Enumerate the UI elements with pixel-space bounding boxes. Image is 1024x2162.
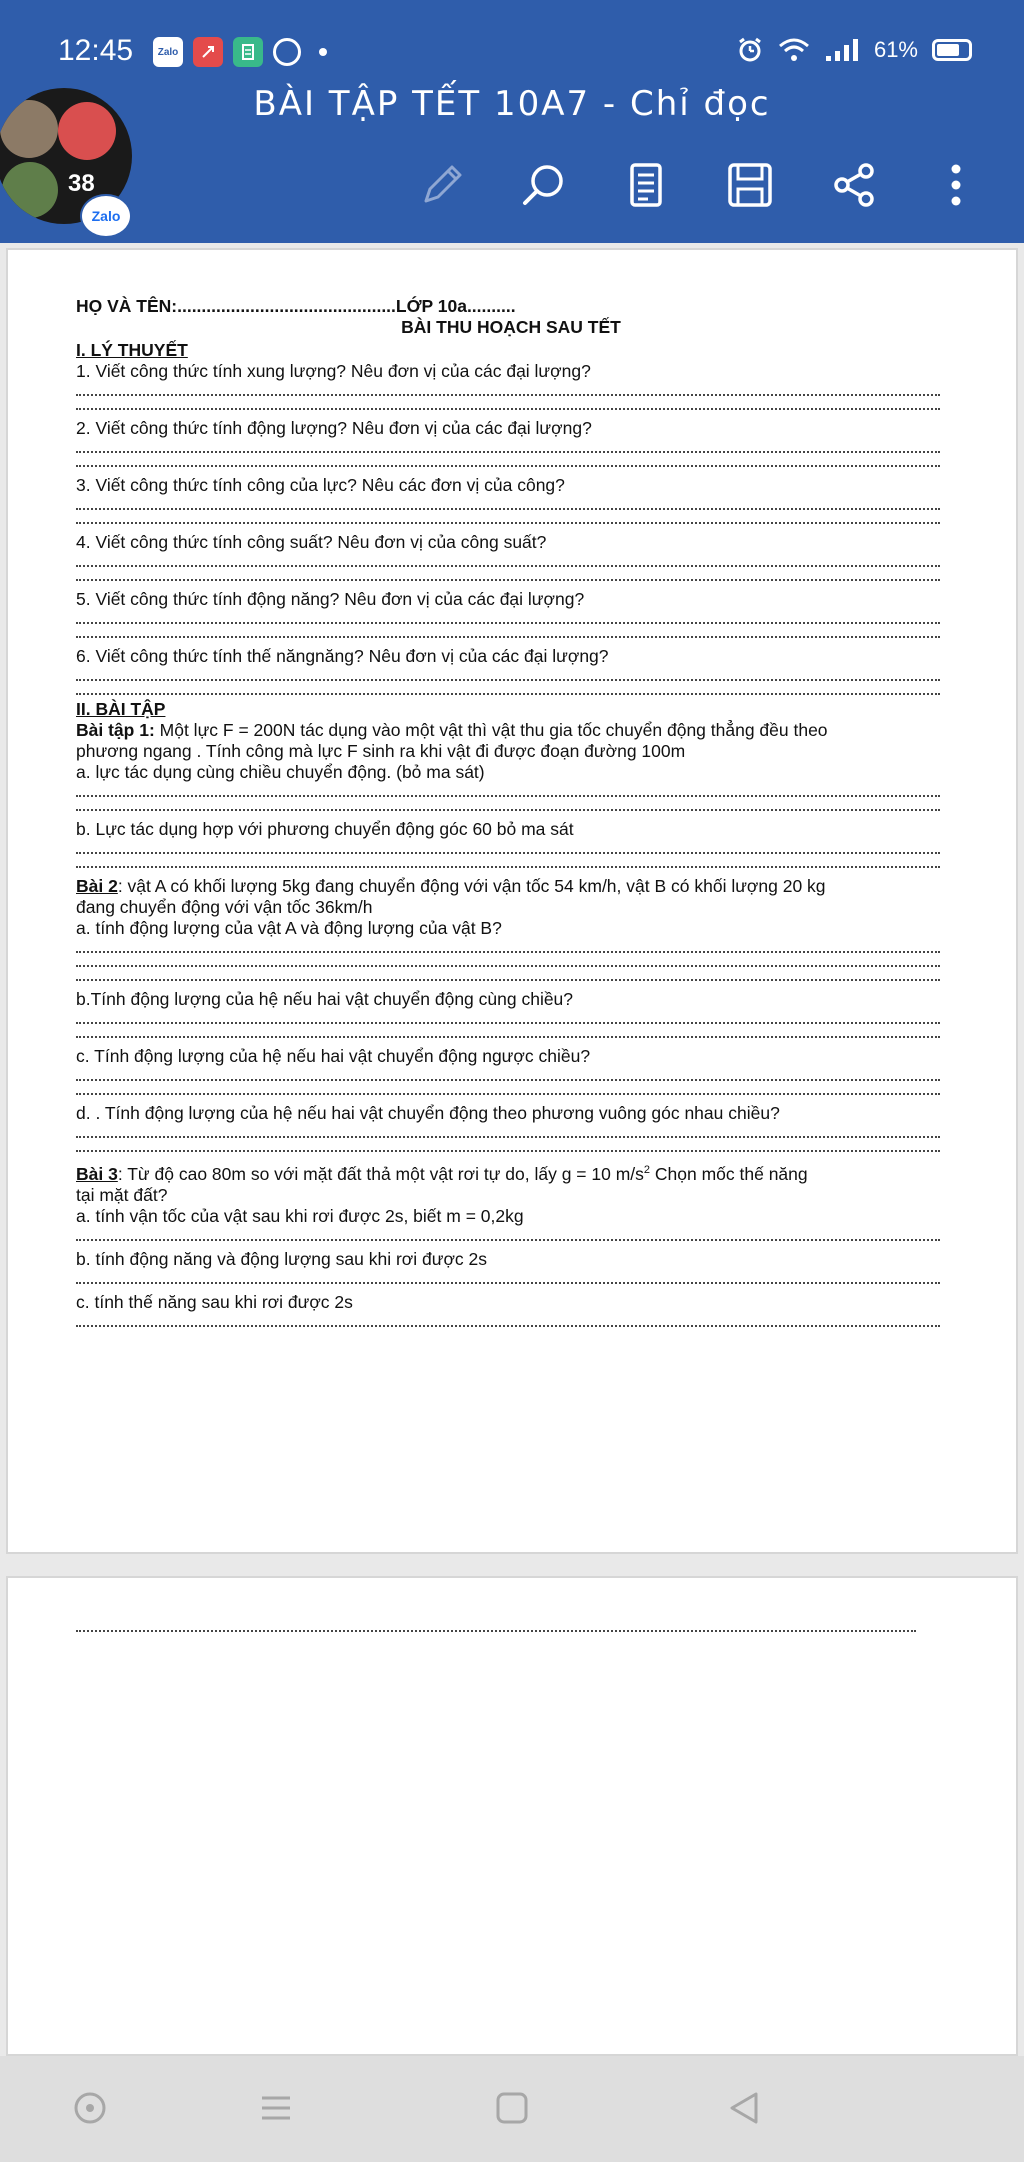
avatar xyxy=(2,162,58,218)
home-button[interactable] xyxy=(484,2080,540,2136)
answer-line xyxy=(76,567,940,581)
browser-notification-icon xyxy=(273,38,301,66)
theory-question-5: 5. Viết công thức tính động năng? Nêu đơn vị của các đại lượng? xyxy=(76,589,585,609)
exercise-3-line-2: tại mặt đất? xyxy=(76,1184,168,1205)
answer-line xyxy=(76,667,940,681)
answer-line xyxy=(76,840,940,854)
reading-mode-button[interactable] xyxy=(616,155,676,215)
avatar xyxy=(58,102,116,160)
answer-line xyxy=(76,1024,940,1038)
exercise-2-line-1 xyxy=(76,876,946,897)
exercise-3-part-c: c. tính thế năng sau khi rơi được 2s xyxy=(76,1291,353,1312)
exercise-1-part-a: a. lực tác dụng cùng chiều chuyển động. (bỏ ma sát) xyxy=(76,762,485,782)
answer-line xyxy=(76,382,940,396)
answer-line xyxy=(76,967,940,981)
document-page-2[interactable] xyxy=(6,1576,1018,2056)
exercise-3-text-cont: Chọn mốc thế năng xyxy=(650,1163,808,1184)
status-bar xyxy=(0,28,1024,78)
answer-line xyxy=(76,783,940,797)
alarm-icon xyxy=(736,36,764,64)
exercise-1-line-2: phương ngang . Tính công mà lực F sinh ra khi vật đi được đoạn đường 100m xyxy=(76,741,686,761)
assistant-icon xyxy=(72,2090,108,2126)
name-class-line: HỌ VÀ TÊN:.............................................LỚP 10a.......... xyxy=(76,296,516,316)
exercise-2-part-b: b.Tính động lượng của hệ nếu hai vật chuyển động cùng chiều? xyxy=(76,989,574,1009)
exercise-2-line-2: đang chuyển động với vận tốc 36km/h xyxy=(76,897,373,917)
more-notifications-dot xyxy=(319,48,327,56)
exercise-1-text: Một lực F = 200N tác dụng vào một vật thì vật thu gia tốc chuyển động thẳng đều theo xyxy=(154,720,828,740)
menu-button[interactable] xyxy=(248,2080,304,2136)
back-button[interactable] xyxy=(716,2080,772,2136)
document-title: BÀI TẬP TẾT 10A7 - Chỉ đọc xyxy=(253,84,771,124)
exercise-3-text: : Từ độ cao 80m so với mặt đất thả một vật rơi tự do, lấy g = 10 m/s xyxy=(117,1163,644,1184)
exercise-3-label: Bài 3 xyxy=(76,1163,118,1184)
answer-line xyxy=(76,510,940,524)
exercise-2-text: : vật A có khối lượng 5kg đang chuyển động với vận tốc 54 km/h, vật B có khối lượng 20 kg xyxy=(117,876,826,896)
answer-line xyxy=(76,1270,940,1284)
document-content xyxy=(76,296,946,1327)
answer-line xyxy=(76,1124,940,1138)
answer-line xyxy=(76,1010,940,1024)
assistant-button[interactable] xyxy=(62,2080,118,2136)
answer-line xyxy=(76,939,940,953)
battery-icon xyxy=(932,39,972,61)
answer-line xyxy=(76,1313,940,1327)
exercise-1-line-1 xyxy=(76,720,946,741)
exercise-2-part-a: a. tính động lượng của vật A và động lượng của vật B? xyxy=(76,918,502,938)
home-square-icon xyxy=(494,2090,530,2126)
answer-line xyxy=(76,439,940,453)
theory-question-6: 6. Viết công thức tính thế năngnăng? Nêu đơn vị của các đại lượng? xyxy=(76,646,609,666)
answer-line xyxy=(76,610,940,624)
answer-line xyxy=(76,797,940,811)
exponent: 2 xyxy=(643,1164,651,1176)
section-theory-heading: I. LÝ THUYẾT xyxy=(76,340,188,360)
answer-line xyxy=(76,496,940,510)
document-page-1[interactable] xyxy=(6,248,1018,1554)
exercise-1-label: Bài tập 1: xyxy=(76,720,155,740)
answer-line xyxy=(76,854,940,868)
answer-line xyxy=(76,1227,940,1241)
exercise-3-part-b: b. tính động năng và động lượng sau khi rơi được 2s xyxy=(76,1248,488,1269)
exercise-1-part-b: b. Lực tác dụng hợp với phương chuyển động góc 60 bỏ ma sát xyxy=(76,819,574,839)
answer-line xyxy=(76,453,940,467)
search-button[interactable] xyxy=(513,155,573,215)
save-icon xyxy=(726,161,774,209)
exercise-2-label: Bài 2 xyxy=(76,876,118,896)
back-triangle-icon xyxy=(726,2090,762,2126)
document-app-notification-icon xyxy=(233,37,263,67)
answer-line xyxy=(76,1081,940,1095)
wifi-icon xyxy=(778,37,810,63)
red-app-notification-icon xyxy=(193,37,223,67)
section-exercises-heading: II. BÀI TẬP xyxy=(76,699,166,719)
answer-line xyxy=(76,1138,940,1152)
answer-line xyxy=(76,624,940,638)
save-button[interactable] xyxy=(720,155,780,215)
theory-question-2: 2. Viết công thức tính động lượng? Nêu đơn vị của các đại lượng? xyxy=(76,418,592,438)
participants-count: 38 xyxy=(68,170,95,197)
exercise-3-part-a: a. tính vận tốc của vật sau khi rơi được 2s, biết m = 0,2kg xyxy=(76,1205,524,1226)
avatar xyxy=(0,100,58,158)
worksheet-title: BÀI THU HOẠCH SAU TẾT xyxy=(401,317,621,337)
system-navigation-bar xyxy=(0,2056,1024,2162)
theory-question-1: 1. Viết công thức tính xung lượng? Nêu đơn vị của các đại lượng? xyxy=(76,361,591,381)
answer-line xyxy=(76,1067,940,1081)
edit-button[interactable] xyxy=(412,155,472,215)
answer-line xyxy=(76,953,940,967)
answer-line xyxy=(76,553,940,567)
answer-line xyxy=(76,681,940,695)
pencil-icon xyxy=(418,161,466,209)
more-vertical-icon xyxy=(946,161,966,209)
answer-line xyxy=(76,396,940,410)
document-view-icon xyxy=(626,161,666,209)
theory-question-4: 4. Viết công thức tính công suất? Nêu đơn vị của công suất? xyxy=(76,532,547,552)
notification-icons xyxy=(153,37,327,67)
system-icons xyxy=(736,36,972,64)
more-options-button[interactable] xyxy=(926,155,986,215)
exercise-2-part-c: c. Tính động lượng của hệ nếu hai vật chuyển động ngược chiều? xyxy=(76,1046,591,1066)
signal-icon xyxy=(824,37,860,63)
share-button[interactable] xyxy=(824,155,884,215)
search-icon xyxy=(519,161,567,209)
status-time: 12:45 xyxy=(58,34,134,67)
theory-question-3: 3. Viết công thức tính công của lực? Nêu các đơn vị của công? xyxy=(76,475,565,495)
chat-avatar-bubble[interactable] xyxy=(0,88,136,236)
exercise-3-line-1 xyxy=(76,1160,946,1185)
battery-percent: 61% xyxy=(873,37,918,62)
document-toolbar xyxy=(410,155,1010,215)
share-icon xyxy=(830,161,878,209)
zalo-notification-icon: Zalo xyxy=(153,37,183,67)
zalo-badge: Zalo xyxy=(80,194,132,238)
exercise-2-part-d: d. . Tính động lượng của hệ nếu hai vật chuyển động theo phương vuông góc nhau chiều? xyxy=(76,1103,780,1123)
menu-icon xyxy=(258,2090,294,2126)
answer-line xyxy=(76,1630,916,1632)
app-bar xyxy=(0,0,1024,243)
